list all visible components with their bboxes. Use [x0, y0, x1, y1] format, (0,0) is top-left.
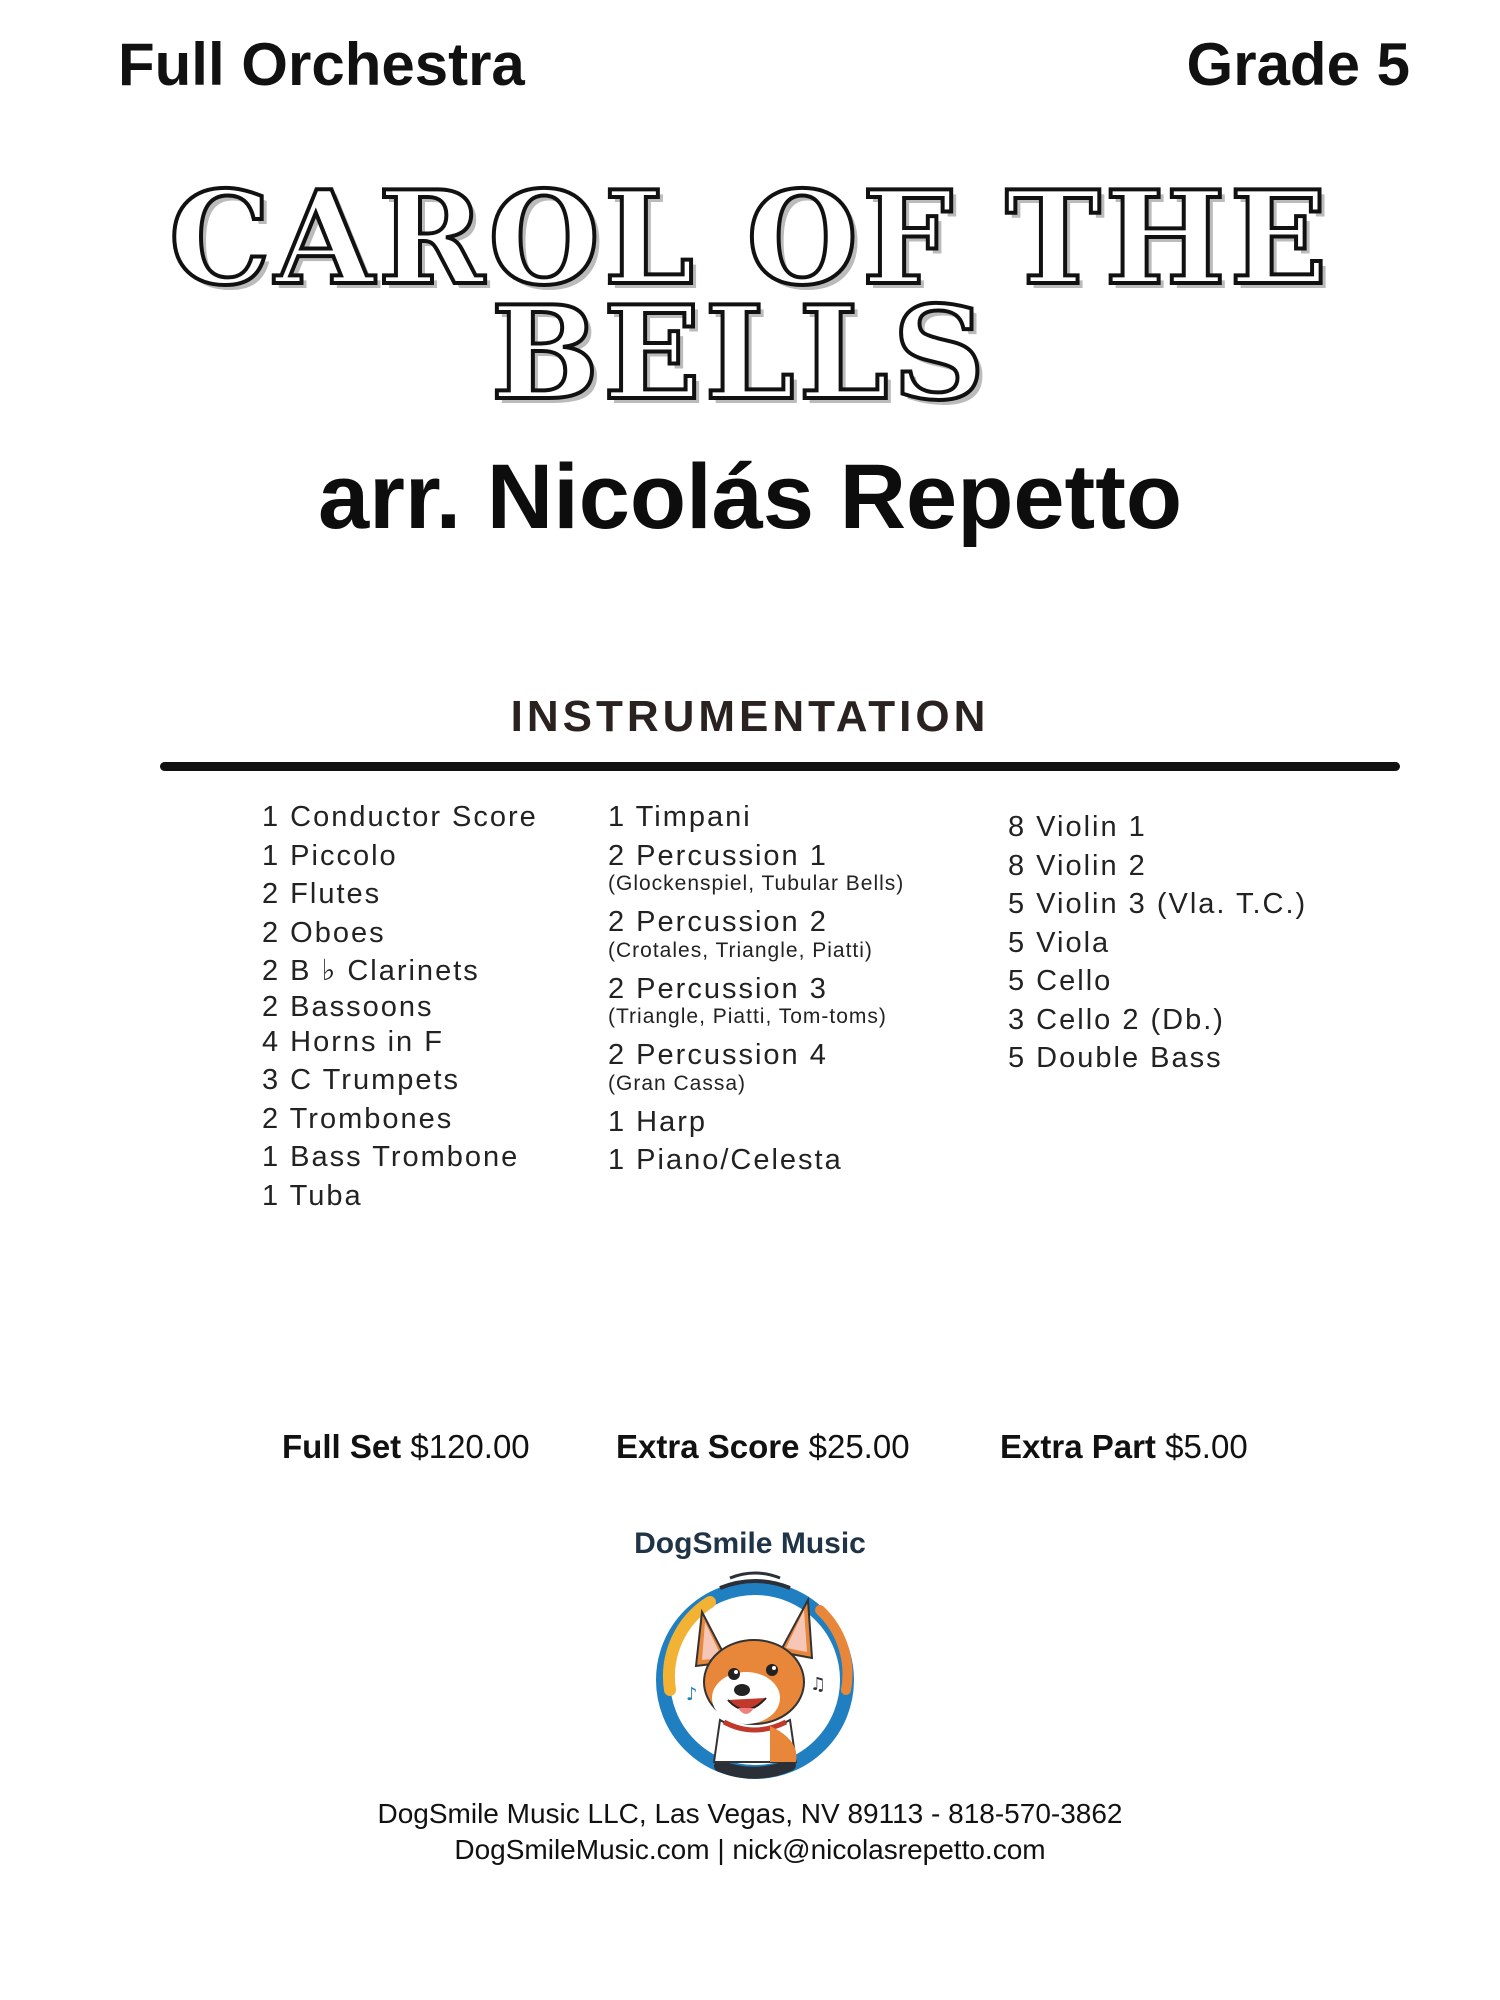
instrument-note: (Triangle, Piatti, Tom-toms): [608, 1005, 887, 1028]
instrument-item: 5 Cello: [1008, 965, 1113, 997]
price-value: $25.00: [808, 1428, 910, 1465]
price-label: Full Set: [282, 1428, 402, 1465]
instrument-item: 2 Trombones: [262, 1102, 454, 1135]
price-extra-score: [616, 1428, 910, 1466]
instrument-item: 1 Conductor Score: [262, 801, 538, 833]
grade-label: Grade 5: [1186, 31, 1410, 98]
price-full-set: [282, 1428, 530, 1466]
instrument-item: 1 Harp: [608, 1105, 708, 1138]
instrument-item: 2 Bassoons: [262, 990, 434, 1023]
instrument-item: 8 Violin 2: [1008, 849, 1147, 882]
instrument-item: 5 Viola: [1008, 926, 1111, 959]
instrument-note: (Crotales, Triangle, Piatti): [608, 938, 873, 962]
title-line-2: BELLS: [490, 279, 990, 429]
instrument-column-strings: [1008, 808, 1307, 1078]
publisher-contact: DogSmileMusic.com | nick@nicolasrepetto.com: [454, 1834, 1046, 1865]
instrument-item: 1 Piano/Celesta: [608, 1144, 843, 1176]
instrument-column-winds: [262, 798, 538, 1215]
instrument-item: 3 Cello 2 (Db.): [1008, 1003, 1225, 1036]
instrument-item: 2 Percussion 2: [608, 906, 828, 938]
section-divider: [160, 762, 1400, 771]
instrument-item: 1 Timpani: [608, 801, 752, 833]
instrument-item: 3 C Trumpets: [262, 1064, 461, 1096]
instrument-item: 4 Horns in F: [262, 1025, 444, 1058]
instrument-item: 2 Percussion 1: [608, 839, 828, 872]
instrument-column-percussion: [608, 798, 904, 1180]
dog-logo-icon: [650, 1570, 860, 1780]
brand-name: DogSmile Music: [634, 1527, 866, 1560]
instrument-item: 5 Double Bass: [1008, 1042, 1223, 1074]
svg-text:♪: ♪: [686, 1684, 698, 1705]
instrument-note: (Gran Cassa): [608, 1071, 747, 1095]
instrument-item: 1 Piccolo: [262, 839, 398, 872]
price-value: $5.00: [1165, 1428, 1248, 1465]
instrument-item: 2 Percussion 4: [608, 1039, 828, 1071]
instrument-item: 2 Oboes: [262, 916, 386, 949]
price-label: Extra Score: [616, 1428, 800, 1465]
ensemble-label: Full Orchestra: [118, 31, 525, 98]
instrument-note: (Glockenspiel, Tubular Bells): [608, 872, 905, 895]
price-extra-part: [1000, 1428, 1248, 1466]
price-value: $120.00: [410, 1428, 530, 1465]
instrument-item: 2 Percussion 3: [608, 972, 828, 1005]
instrument-item: 5 Violin 3 (Vla. T.C.): [1008, 888, 1308, 920]
instrumentation-heading: INSTRUMENTATION: [510, 692, 990, 741]
instrument-item: 1 Tuba: [262, 1179, 363, 1212]
svg-text:♫: ♫: [810, 1674, 827, 1695]
title-line-1: CAROL OF THE: [168, 164, 1332, 314]
price-label: Extra Part: [1000, 1428, 1156, 1465]
publisher-address: DogSmile Music LLC, Las Vegas, NV 89113 - 818-570-3862: [377, 1798, 1123, 1829]
instrument-item: 2 B ♭ Clarinets: [262, 955, 480, 987]
instrument-item: 1 Bass Trombone: [262, 1141, 520, 1173]
instrument-item: 2 Flutes: [262, 878, 382, 910]
arranger-credit: arr. Nicolás Repetto: [317, 446, 1183, 548]
instrument-item: 8 Violin 1: [1008, 811, 1147, 843]
